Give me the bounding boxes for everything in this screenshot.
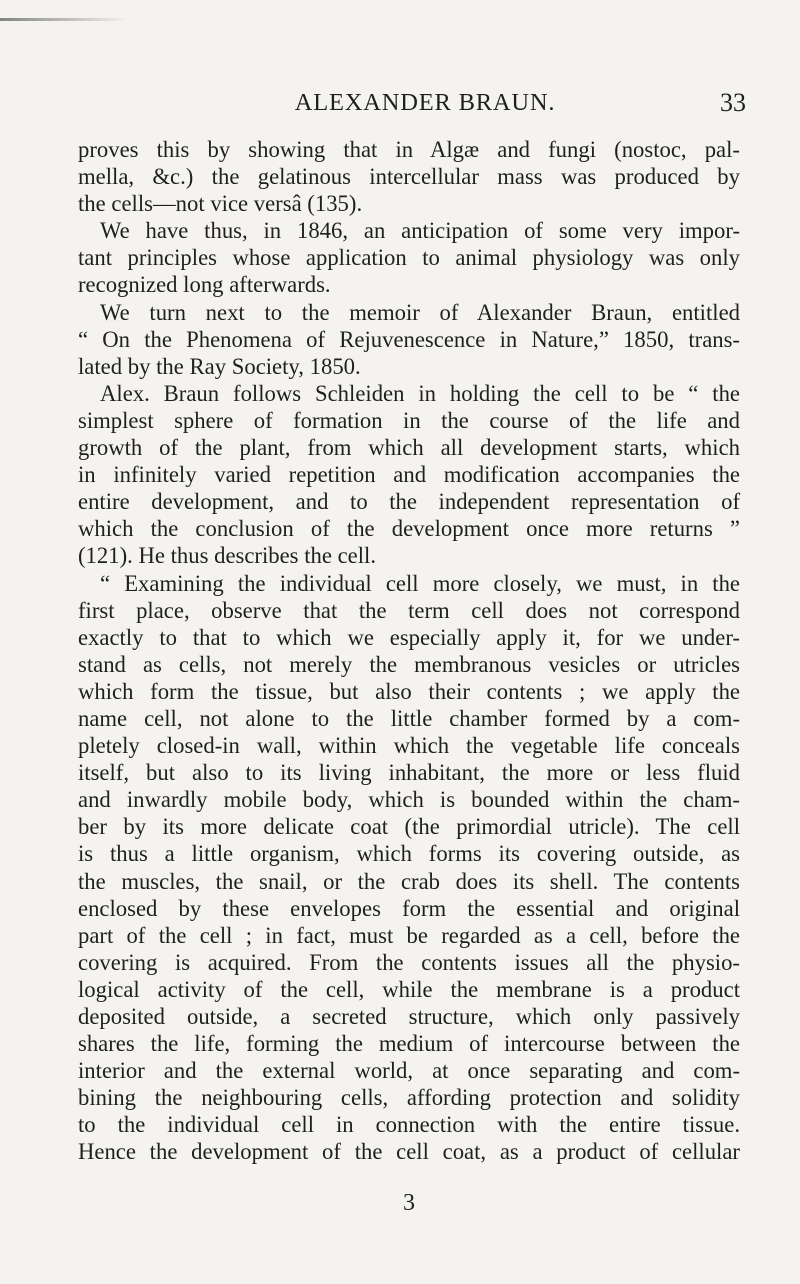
running-title: ALEXANDER BRAUN. [294, 89, 556, 116]
text-line: tant principles whose application to animal physiology was only [78, 245, 740, 271]
text-line: in infinitely varied repetition and modification accompanies the [78, 462, 740, 488]
text-line: proves this by showing that in Algæ and fungi (nostoc, pal- [78, 137, 740, 162]
text-line: first place, observe that the term cell does not correspond [78, 597, 740, 623]
text-line: Alex. Braun follows Schleiden in holding the cell to be “ the [100, 380, 740, 406]
text-line: is thus a little organism, which forms its covering outside, as [78, 841, 740, 867]
text-line: part of the cell ; in fact, must be regarded as a cell, before the [78, 922, 740, 948]
text-line: name cell, not alone to the little chamber formed by a com- [78, 705, 740, 731]
text-line: We have thus, in 1846, an anticipation of some very impor- [100, 218, 740, 244]
text-line: stand as cells, not merely the membranous vesicles or utricles [78, 651, 740, 677]
text-line: “ Examining the individual cell more closely, we must, in the [100, 570, 740, 596]
text-line: which form the tissue, but also their contents ; we apply the [78, 678, 740, 704]
text-line: ber by its more delicate coat (the primordial utricle). The cell [78, 814, 740, 840]
text-line: the muscles, the snail, or the crab does its shell. The contents [78, 868, 740, 894]
text-line: lated by the Ray Society, 1850. [78, 353, 361, 379]
text-line: recognized long afterwards. [78, 272, 331, 298]
text-line: bining the neighbouring cells, affording protection and solidity [78, 1085, 740, 1111]
page-number: 33 [720, 88, 746, 117]
text-line: We turn next to the memoir of Alexander Braun, entitled [100, 299, 740, 325]
text-line: mella, &c.) the gelatinous intercellular mass was produced by [78, 164, 740, 190]
text-line: exactly to that to which we especially apply it, for we under- [78, 624, 740, 650]
text-line: Hence the development of the cell coat, as a product of cellular [78, 1139, 740, 1165]
text-line: “ On the Phenomena of Rejuvenescence in Nature,” 1850, trans- [78, 326, 740, 352]
body-text [78, 136, 740, 1166]
signature-mark: 3 [403, 1190, 415, 1216]
text-line: pletely closed-in wall, within which the vegetable life conceals [78, 733, 740, 759]
text-line: the cells—not vice versâ (135). [78, 191, 363, 217]
text-line: growth of the plant, from which all development starts, which [78, 435, 740, 461]
text-line: which the conclusion of the development once more returns ” [78, 516, 740, 542]
text-line: and inwardly mobile body, which is bounded within the cham- [78, 787, 740, 813]
scan-edge-mark [0, 18, 130, 21]
text-line: logical activity of the cell, while the membrane is a product [78, 976, 740, 1002]
text-line: (121). He thus describes the cell. [78, 543, 376, 569]
text-line: deposited outside, a secreted structure, which only passively [78, 1004, 740, 1029]
text-line: shares the life, forming the medium of intercourse between the [78, 1031, 740, 1057]
text-line: interior and the external world, at once separating and com- [78, 1058, 740, 1084]
text-line: entire development, and to the independent representation of [78, 489, 740, 515]
text-line: enclosed by these envelopes form the essential and original [78, 895, 740, 921]
text-line: itself, but also to its living inhabitant, the more or less fluid [78, 760, 740, 786]
text-line: covering is acquired. From the contents issues all the physio- [78, 949, 740, 975]
running-head [74, 86, 746, 120]
text-line: to the individual cell in connection with the entire tissue. [78, 1112, 740, 1138]
text-line: simplest sphere of formation in the course of the life and [78, 407, 740, 433]
